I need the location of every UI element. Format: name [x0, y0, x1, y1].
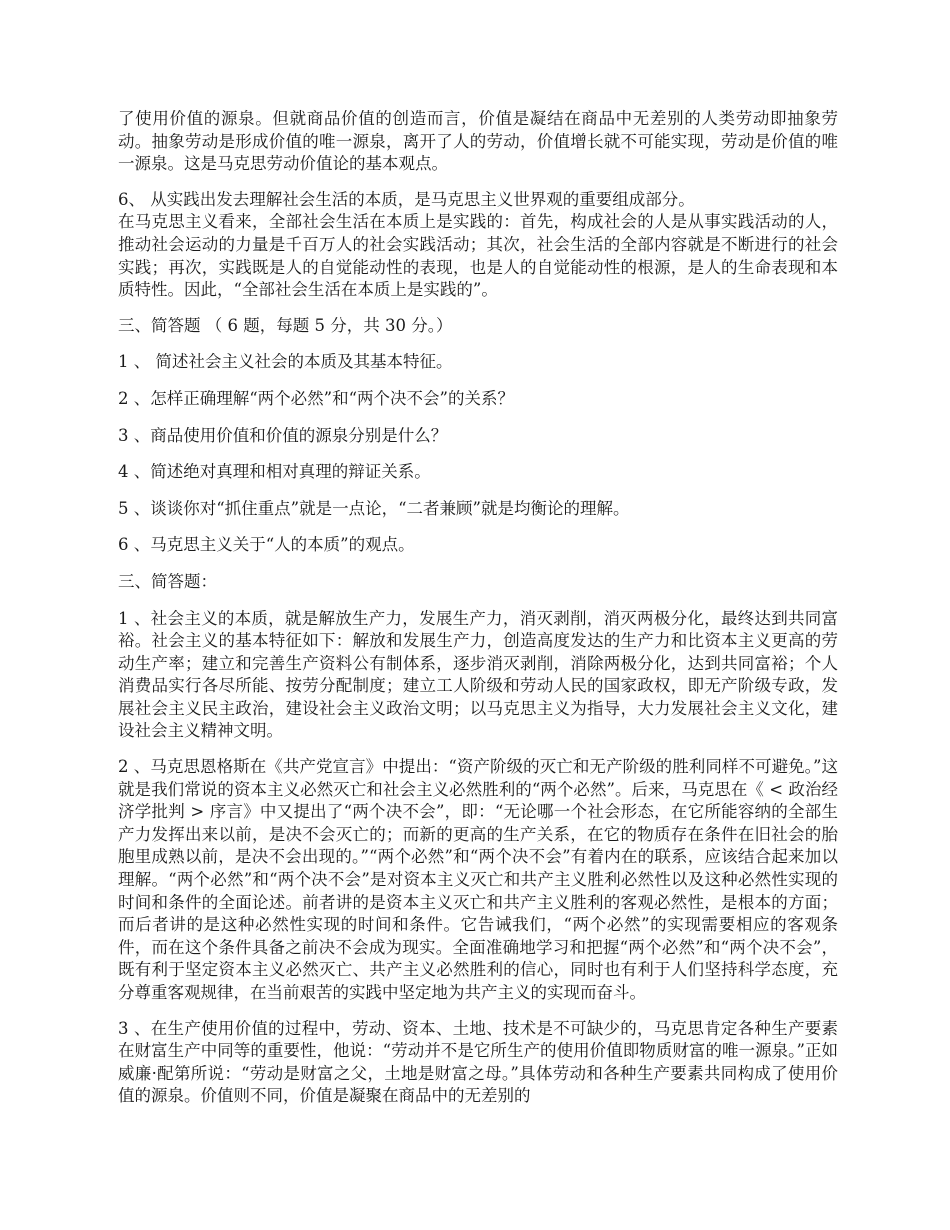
question-4: 4 、简述绝对真理和相对真理的辩证关系。	[118, 462, 431, 482]
paragraph-labor-value-conclusion: 了使用价值的源泉。但就商品价值的创造而言，价值是凝结在商品中无差别的人类劳动即抽象劳动。抽象劳动是形成价值的唯一源泉，离开了人的劳动，价值增长就不可能实现，劳动是价值的唯一源泉。这是马克思劳动价值论的基本观点。	[118, 109, 838, 174]
question-3: 3 、商品使用价值和价值的源泉分别是什么？	[118, 425, 448, 445]
answer-1: 1 、社会主义的本质，就是解放生产力，发展生产力，消灭剥削，消灭两极分化，最终达到共同富裕。社会主义的基本特征如下：解放和发展生产力，创造高度发达的生产力和比资本主义更高的劳动生产率；建立和完善生产资料公有制体系，逐步消灭剥削，消除两极分化，达到共同富裕；个人消费品实行各尽所能、按劳分配制度；建立工人阶级和劳动人民的国家政权，即无产阶级专政，发展社会主义民主政治，建设社会主义政治文明；以马克思主义为指导，大力发展社会主义文化，建设社会主义精神文明。	[118, 608, 838, 741]
document-page	[118, 108, 838, 1121]
paragraph-item-6-heading: 6、 从实践出发去理解社会生活的本质，是马克思主义世界观的重要组成部分。	[118, 189, 695, 209]
question-6: 6 、马克思主义关于“人的本质”的观点。	[118, 535, 415, 555]
paragraph-item-6-body: 在马克思主义看来，全部社会生活在本质上是实践的：首先，构成社会的人是从事实践活动的人，推动社会运动的力量是千百万人的社会实践活动；其次，社会生活的全部内容就是不断进行的社会实践；再次，实践既是人的自觉能动性的表现，也是人的自觉能动性的根源，是人的生命表现和本质特性。因此，“全部社会生活在本质上是实践的”。	[118, 212, 838, 300]
section-heading-short-answer: 三、简答题 （ 6 题，每题 5 分，共 30 分。）	[118, 315, 453, 335]
answer-2: 2 、马克思恩格斯在《共产党宣言》中提出：“资产阶级的灭亡和无产阶级的胜利同样不可避免。”这就是我们常说的资本主义必然灭亡和社会主义必然胜利的“两个必然”。后来，马克思在《 < 政治经济学批判 > 序言》中又提出了“两个决不会”，即：“无论哪一个社会形态，在它所能容纳的全部生产力发挥出来以前，是决不会灭亡的；而新的更高的生产关系，在它的物质存在条件在旧社会的胎胞里成熟以前，是决不会出现的。”“两个必然”和“两个决不会”有着内在的联系，应该结合起来加以理解。“两个必然”和“两个决不会”是对资本主义灭亡和共产主义胜利必然性以及这种必然性实现的时间和条件的全面论述。前者讲的是资本主义灭亡和共产主义胜利的客观必然性，是根本的方面；而后者讲的是这种必然性实现的时间和条件。它告诫我们，“两个必然”的实现需要相应的客观条件，而在这个条件具备之前决不会成为现实。全面准确地学习和把握“两个必然”和“两个决不会”，既有利于坚定资本主义必然灭亡、共产主义必然胜利的信心，同时也有利于人们坚持科学态度，充分尊重客观规律，在当前艰苦的实践中坚定地为共产主义的实现而奋斗。	[118, 757, 838, 1002]
section-heading-answers: 三、简答题：	[118, 571, 217, 591]
question-1: 1 、 简述社会主义社会的本质及其基本特征。	[118, 352, 453, 372]
question-2: 2 、怎样正确理解“两个必然”和“两个决不会”的关系？	[118, 388, 514, 408]
answer-3: 3 、在生产使用价值的过程中，劳动、资本、土地、技术是不可缺少的，马克思肯定各种生产要素在财富生产中同等的重要性，他说：“劳动并不是它所生产的使用价值即物质财富的唯一源泉。”正如威廉·配第所说：“劳动是财富之父，土地是财富之母。”具体劳动和各种生产要素共同构成了使用价值的源泉。价值则不同，价值是凝聚在商品中的无差别的	[118, 1018, 838, 1106]
question-5: 5 、谈谈你对“抓住重点”就是一点论，“二者兼顾”就是均衡论的理解。	[118, 498, 630, 518]
